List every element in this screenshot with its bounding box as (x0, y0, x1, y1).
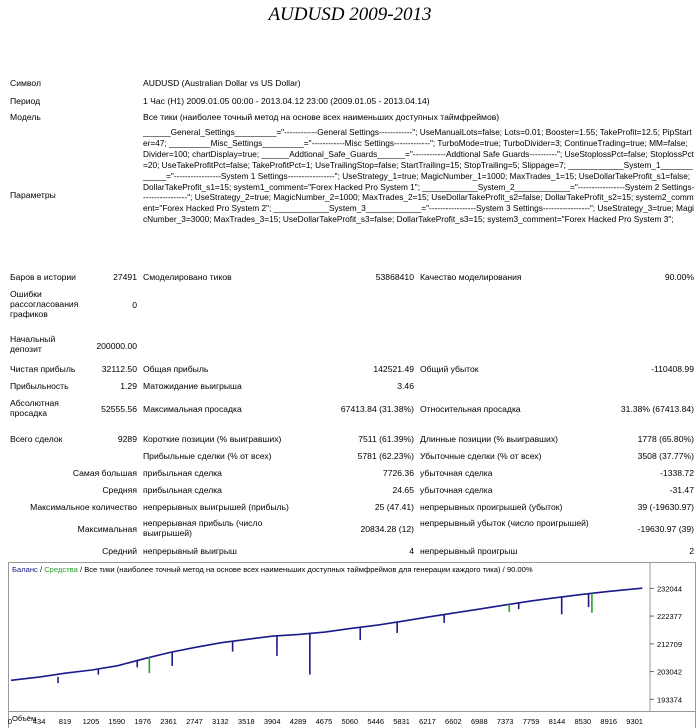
period-label: Период (10, 96, 41, 106)
max-cons-profit-label: непрерывная прибыль (число выигрышей) (143, 518, 263, 538)
gross-profit-label: Общая прибыль (143, 364, 209, 374)
rel-drawdown-value: 31.38% (67413.84) (620, 404, 694, 414)
volume-label: Объём (12, 714, 37, 723)
symbol-value: AUDUSD (Australian Dollar vs US Dollar) (143, 78, 301, 88)
x-tick-label: 1976 (134, 717, 152, 726)
rel-drawdown-label: Относительная просадка (420, 404, 521, 414)
x-tick-label: 3132 (211, 717, 229, 726)
max-cons-losses-label: непрерывных проигрышей (убыток) (420, 502, 563, 512)
gross-profit-value: 142521.49 (373, 364, 414, 374)
model-value: Все тики (наиболее точный метод на основе всех наименьших доступных таймфреймов) (143, 112, 500, 122)
y-tick-label: 193374 (657, 695, 683, 705)
params-label: Параметры (10, 190, 56, 200)
avg-loss-value: -31.47 (669, 485, 694, 495)
x-tick-label: 434 (32, 717, 46, 726)
total-trades-value: 9289 (117, 434, 137, 444)
x-tick-label: 7759 (522, 717, 540, 726)
avg-cons-wins-value: 4 (409, 546, 414, 556)
legend-equity: Средства (44, 565, 78, 574)
x-tick-label: 0 (7, 717, 13, 726)
loss-trades-value: 3508 (37.77%) (637, 451, 694, 461)
avg-cons-label: Средний (102, 546, 137, 556)
period-value: 1 Час (H1) 2009.01.05 00:00 - 2013.04.12 23:00 (2009.01.05 - 2013.04.14) (143, 96, 430, 106)
report-title: AUDUSD 2009-2013 (268, 4, 432, 25)
y-tick-label: 203042 (657, 667, 683, 677)
largest-profit-label: прибыльная сделка (143, 468, 222, 478)
x-tick-label: 6217 (419, 717, 436, 726)
maximal-label: Максимальная (77, 524, 137, 534)
x-tick-label: 3904 (263, 717, 281, 726)
max-drawdown-label: Максимальная просадка (143, 404, 242, 414)
x-tick-label: 8530 (574, 717, 592, 726)
max-cons-wins-label: непрерывных выигрышей (прибыль) (143, 502, 289, 512)
x-tick-label: 5831 (393, 717, 410, 726)
largest-profit-value: 7726.36 (382, 468, 414, 478)
x-axis (0, 715, 700, 727)
bars-value: 27491 (113, 272, 137, 282)
x-tick-label: 4675 (315, 717, 333, 726)
short-positions-value: 7511 (61.39%) (358, 434, 414, 444)
x-tick-label: 4289 (289, 717, 307, 726)
profit-factor-value: 1.29 (120, 381, 137, 391)
x-tick-label: 2747 (186, 717, 203, 726)
quality-value: 90.00% (664, 272, 694, 282)
largest-label: Самая большая (72, 468, 137, 478)
x-tick-label: 9301 (626, 717, 643, 726)
max-count-label: Максимальное количество (30, 502, 137, 512)
short-positions-label: Короткие позиции (% выигравших) (143, 434, 282, 444)
expected-payoff-label: Матожидание выигрыша (143, 381, 242, 391)
abs-drawdown-label: Абсолютная просадка (10, 398, 59, 418)
avg-cons-losses-label: непрерывный проигрыш (420, 546, 518, 556)
y-tick-label: 222377 (657, 612, 683, 622)
net-profit-value: 32112.50 (101, 364, 137, 374)
avg-loss-label: убыточная сделка (420, 485, 493, 495)
expected-payoff-value: 3.46 (397, 381, 414, 391)
errors-value: 0 (132, 300, 137, 310)
errors-label: Ошибки рассогласования графиков (10, 289, 79, 319)
deposit-label: Начальный депозит (10, 334, 56, 354)
avg-cons-wins-label: непрерывный выигрыш (143, 546, 237, 556)
x-tick-label: 5446 (367, 717, 385, 726)
x-tick-label: 8916 (600, 717, 618, 726)
gross-loss-value: -110408.99 (651, 364, 694, 374)
x-tick-label: 5060 (341, 717, 359, 726)
avg-profit-value: 24.65 (392, 485, 414, 495)
model-label: Модель (10, 112, 41, 122)
loss-trades-label: Убыточные сделки (% от всех) (420, 451, 542, 461)
ticks-label: Смоделировано тиков (143, 272, 232, 282)
largest-loss-label: убыточная сделка (420, 468, 493, 478)
max-cons-wins-value: 25 (47.41) (374, 502, 414, 512)
gross-loss-label: Общий убыток (420, 364, 479, 374)
abs-drawdown-value: 52555.56 (101, 404, 137, 414)
x-tick-label: 6602 (445, 717, 462, 726)
balance-line (11, 588, 642, 680)
x-tick-label: 1590 (108, 717, 126, 726)
max-drawdown-value: 67413.84 (31.38%) (340, 404, 414, 414)
x-tick-label: 8144 (548, 717, 566, 726)
max-cons-loss-label: непрерывный убыток (число проигрышей) (420, 518, 589, 528)
profit-trades-label: Прибыльные сделки (% от всех) (143, 451, 272, 461)
y-tick-label: 232044 (657, 584, 683, 594)
total-trades-label: Всего сделок (10, 434, 63, 444)
ticks-value: 53868410 (375, 272, 414, 282)
largest-loss-value: -1338.72 (660, 468, 694, 478)
params-value: ______General_Settings_________="------------General Settings------------"; UseManualLots=false; Lots=0.01; Booster=1.55; TakeProfit=12.5; PipStarter=47; _________Misc_Settings_________="------------Misc Settings-------------"; TurboMode=true; TurboDivider=3; ContinueTrading=true; MM=false; Divider=100; chartDisplay=true; ______Addtional_Safe_Guards______="------------Addtional Safe Guards----------"; UseStoplossPct=false; StoplossPct=20; UseTakeProfitPct=false; TakeProfitPct=1; UseTrailingStop=false; StartTrailing=15; StopTrailing=5; Slippage=7; ____________System_1____________="-----------------System 1 Settings-----------------"; UseStrategy_1=true; MagicNumber_1=1000; MaxTrades_1=15; UseDollarTakeProfit_s1=false; DollarTakeProfit_s1=15; system1_comment="Forex Hacked Pro System 1"; ____________System_2____________="-----------------System 2 Settings-----------------"; UseStrategy_2=true; MagicNumber_2=1000; MaxTrades_2=15; UseDollarTakeProfit_s2=false; DollarTakeProfit_s2=15; system2_comment="Forex Hacked Pro System 2"; ____________System_3____________="-----------------System 3 Settings-----------------"; UseStrategy_3=true; MagicNumber_3=3000; MaxTrades_3=15; UseDollarTakeProfit_s3=false; DollarTakeProfit_s3=15; system3_comment="Forex Hacked Pro System 3"; (143, 127, 695, 225)
max-cons-loss-value: -19630.97 (39) (637, 524, 694, 534)
x-tick-label: 1205 (82, 717, 100, 726)
bars-label: Баров в истории (10, 272, 76, 282)
symbol-label: Символ (10, 78, 41, 88)
x-tick-label: 3518 (237, 717, 255, 726)
long-positions-label: Длинные позиции (% выигравших) (420, 434, 559, 444)
profit-trades-value: 5781 (62.23%) (357, 451, 414, 461)
avg-cons-losses-value: 2 (689, 546, 694, 556)
x-tick-label: 2361 (160, 717, 177, 726)
legend-separator: / (37, 565, 45, 574)
average-label: Средняя (102, 485, 137, 495)
avg-profit-label: прибыльная сделка (143, 485, 222, 495)
deposit-value: 200000.00 (96, 341, 137, 351)
quality-label: Качество моделирования (420, 272, 522, 282)
profit-factor-label: Прибыльность (10, 381, 69, 391)
legend-balance: Баланс (12, 565, 38, 574)
y-tick-label: 212709 (657, 639, 683, 649)
x-tick-label: 819 (58, 717, 72, 726)
x-tick-label: 6988 (470, 717, 488, 726)
max-cons-profit-value: 20834.28 (12) (360, 524, 414, 534)
balance-chart (8, 562, 696, 712)
max-cons-losses-value: 39 (-19630.97) (637, 502, 694, 512)
chart-plot (9, 563, 695, 711)
x-tick-label: 7373 (496, 717, 514, 726)
long-positions-value: 1778 (65.80%) (637, 434, 694, 444)
net-profit-label: Чистая прибыль (10, 364, 76, 374)
legend-description: / Все тики (наиболее точный метод на основе всех наименьших доступных таймфреймов для генерации каждого тика) / 90.00% (77, 565, 533, 574)
